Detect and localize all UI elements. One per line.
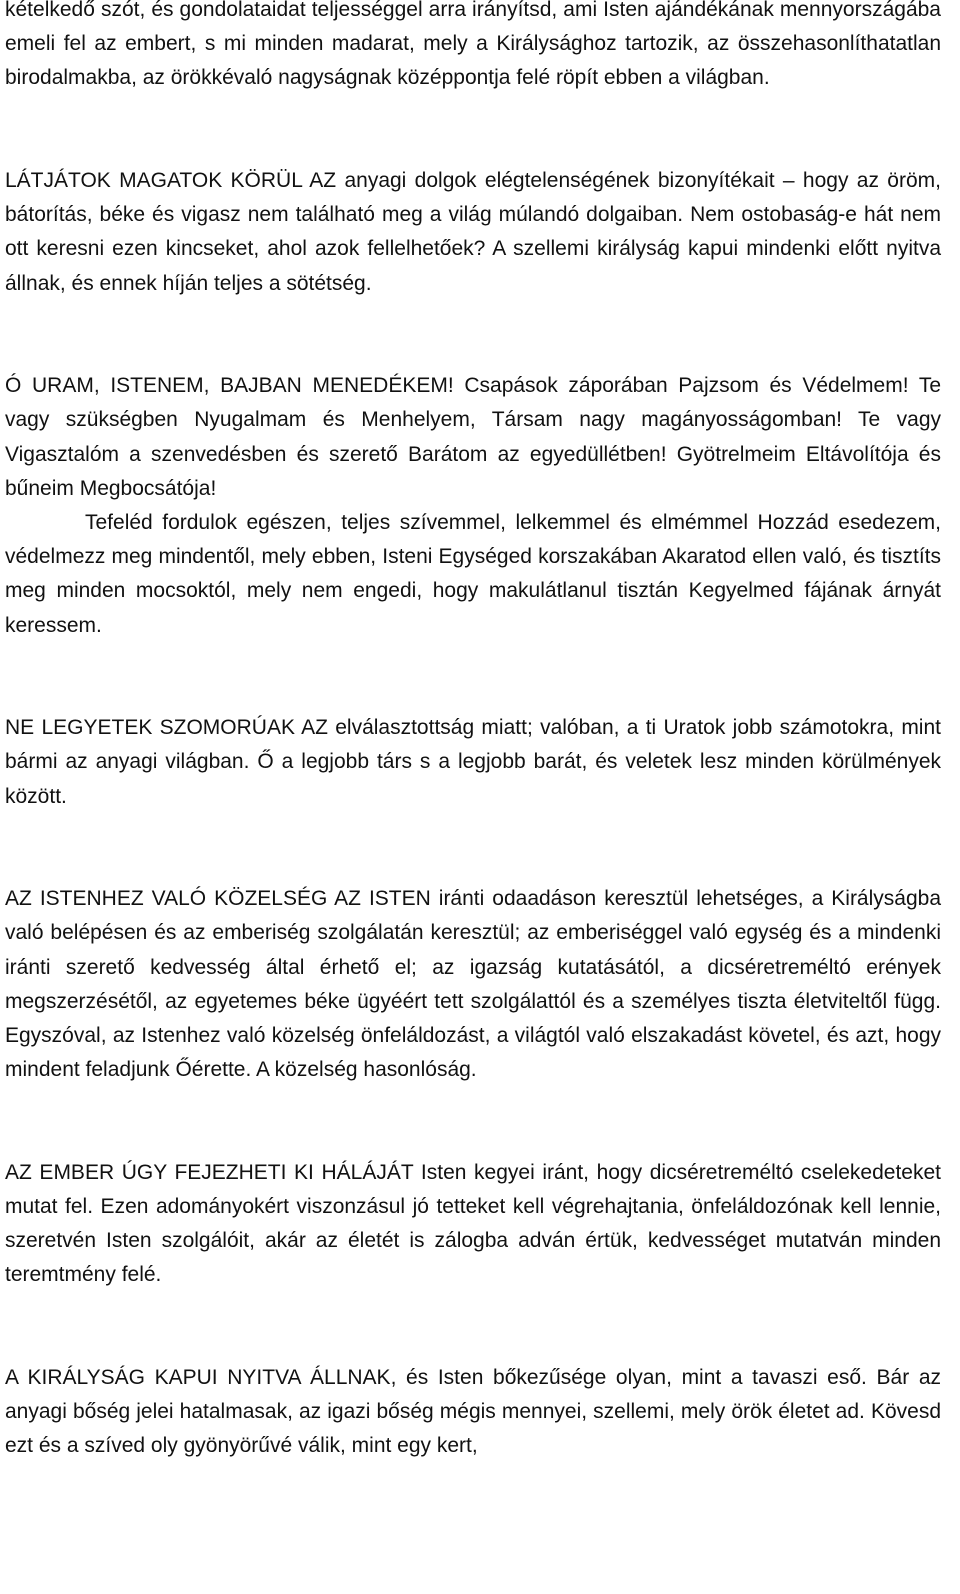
paragraph-7: AZ EMBER ÚGY FEJEZHETI KI HÁLÁJÁT Isten kegyei iránt, hogy dicséretreméltó cselekedeteket mutat fel. Ezen adományokért viszonzásul jó tetteket kell végrehajtania, önfeláldozónak kell lennie, szeretvén Isten szolgálóit, akár az életét is zálogba adván értük, kedvességet mutatván minden teremtmény felé.	[5, 1160, 941, 1287]
paragraph-8: A KIRÁLYSÁG KAPUI NYITVA ÁLLNAK, és Isten bőkezűsége olyan, mint a tavaszi eső. Bár az anyagi bőség jelei hatalmasak, az igazi bőség mégis mennyei, szellemi, mely örök életet ad. Kövesd ezt és a szíved oly gyönyörűvé válik, mint egy kert,	[5, 1366, 941, 1458]
paragraph-2: LÁTJÁTOK MAGATOK KÖRÜL AZ anyagi dolgok elégtelenségének bizonyítékait – hogy az öröm, bátorítás, béke és vigasz nem található meg a világ múlandó dolgaiban. Nem ostobaság-e hát nem ott keresni ezen kincseket, ahol azok fellelhetőek? A szellemi királyság kapui mindenki előtt nyitva állnak, és ennek híján teljes a sötétség.	[5, 169, 941, 295]
paragraph-5: NE LEGYETEK SZOMORÚAK AZ elválasztottság miatt; valóban, a ti Uratok jobb számotokra, mint bármi az anyagi világban. Ő a legjobb társ s a legjobb barát, és veletek lesz minden körülmények között.	[5, 716, 941, 808]
paragraph-4-text: Tefeléd fordulok egészen, teljes szívemmel, lelkemmel és elmémmel Hozzád esedezem, védelmezz meg mindentől, mely ebben, Isteni Egységed korszakában Akaratod ellen való, és tisztíts meg minden mocsoktól, mely nem engedi, hogy makulátlanul tisztán Kegyelmed fájának árnyát keressem.	[5, 511, 941, 637]
document-body	[5, 0, 941, 1464]
paragraph-3: Ó URAM, ISTENEM, BAJBAN MENEDÉKEM! Csapások záporában Pajzsom és Védelmem! Te vagy szükségben Nyugalmam és Menhelyem, Társam nagy magányosságomban! Te vagy Vigasztalóm a szenvedésben és szerető Barátom az egyedüllétben! Gyötrelmeim Eltávolítója és bűneim Megbocsátója!	[5, 374, 941, 500]
paragraph-6: AZ ISTENHEZ VALÓ KÖZELSÉG AZ ISTEN iránti odaadáson keresztül lehetséges, a Királyságba való belépésen és az emberiség szolgálatán keresztül; az emberiséggel való egység és a mindenki iránti szerető kedvesség által érhető el; az igazság kutatásától, a dicséretreméltó erények megszerzésétől, az egyetemes béke ügyéért tett szolgálattól és a személyes tiszta életviteltől függ. Egyszóval, az Istenhez való közelség önfeláldozást, a világtól való elszakadást követel, és azt, hogy mindent feladjunk Őérette. A közelség hasonlóság.	[5, 887, 941, 1082]
paragraph-4	[5, 506, 941, 643]
paragraph-1: kételkedő szót, és gondolataidat teljességgel arra irányítsd, ami Isten ajándékának mennyországába emeli fel az embert, s mi minden madarat, mely a Királysághoz tartozik, az összehasonlíthatatlan birodalmakba, az örökkévaló nagyságnak középpontja felé röpít ebben a világban.	[5, 0, 941, 90]
